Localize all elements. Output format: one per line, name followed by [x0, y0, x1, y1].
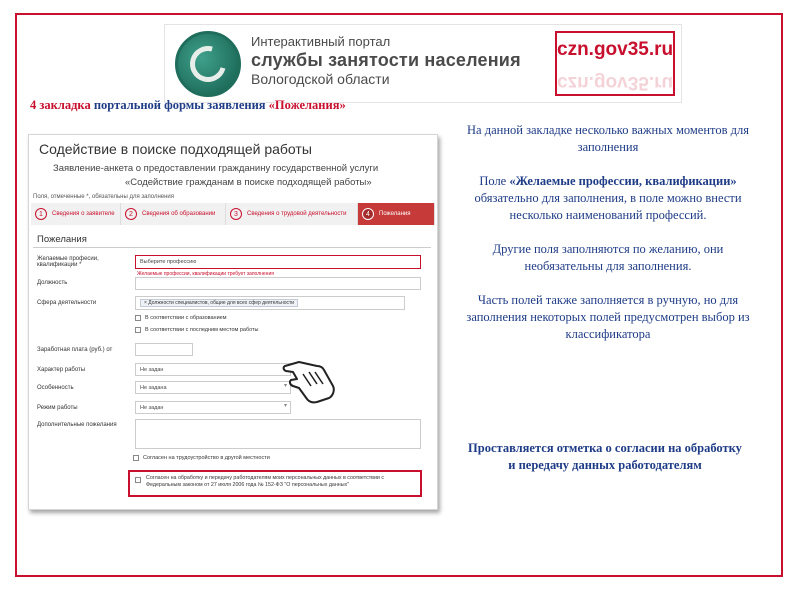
consent-text: Согласен на обработку и передачу работодателям моих персональных данных в соответствии с Федеральным законом от 27 июля 2006 года № 152-ФЗ "О персональных данных": [146, 475, 384, 489]
banner-text: [251, 35, 521, 87]
checkbox-icon[interactable]: [135, 315, 141, 321]
required-note: Поля, отмеченные *, обязательны для заполнения: [33, 194, 175, 200]
feature-select[interactable]: Не задана ▾: [135, 381, 291, 394]
step-label: Сведения об образовании: [142, 211, 216, 217]
checkbox-label: В соответствии с образованием: [145, 315, 227, 321]
explanation-text: [452, 122, 764, 343]
checkbox-icon[interactable]: [135, 327, 141, 333]
step-wishes[interactable]: [358, 203, 435, 225]
step-number: 4: [362, 208, 374, 220]
form-subtitle-1: Заявление-анкета о предоставлении гражданину государственной услуги: [53, 163, 379, 174]
step-label: Сведения о трудовой деятельности: [247, 211, 347, 217]
salary-label: Заработная плата (руб.) от: [37, 347, 113, 353]
banner-line-3: Вологодской области: [251, 70, 390, 87]
consent-note: Проставляется отметка о согласии на обработку и передачу данных работодателям: [468, 441, 742, 472]
sphere-chip[interactable]: × Должности специалистов, общие для всех сфер деятельности: [140, 299, 298, 307]
checkbox-education[interactable]: [135, 315, 227, 321]
position-input[interactable]: [135, 277, 421, 290]
explain-p2-suffix: обязательно для заполнения, в поле можно внести несколько наименований профессий.: [474, 191, 742, 222]
mode-label: Режим работы: [37, 405, 78, 411]
work-type-label: Характер работы: [37, 367, 86, 373]
step-applicant[interactable]: [31, 203, 121, 225]
profession-label: Желаемые професии, квалификации *: [37, 256, 99, 268]
step-number: 3: [230, 208, 242, 220]
site-box: [555, 31, 675, 96]
feature-label: Особенность: [37, 385, 74, 391]
portal-logo-icon: [175, 31, 241, 97]
step-work-history[interactable]: [226, 203, 358, 225]
checkbox-label: Согласен на трудоустройство в другой местности: [143, 455, 270, 461]
explain-p2: [452, 173, 764, 224]
explain-p2-prefix: Поле: [479, 174, 510, 188]
step-education[interactable]: [121, 203, 226, 225]
site-url: czn.gov35.ru: [557, 39, 674, 60]
work-type-select[interactable]: Не задан ▾: [135, 363, 291, 376]
banner-line-2: службы занятости населения: [251, 49, 521, 70]
salary-input[interactable]: [135, 343, 193, 356]
sphere-input[interactable]: [135, 296, 405, 310]
mode-select[interactable]: Не задан ▾: [135, 401, 291, 414]
form-screenshot: [28, 134, 438, 510]
section-divider: [33, 247, 431, 248]
form-steps: [31, 203, 435, 225]
checkbox-icon[interactable]: [133, 455, 139, 461]
slide-heading: [30, 98, 346, 113]
heading-text: портальной формы заявления: [93, 98, 266, 112]
pointing-hand-icon: [281, 352, 337, 406]
explain-p2-field: «Желаемые профессии, квалификации»: [509, 174, 737, 188]
extra-textarea[interactable]: [135, 419, 421, 449]
position-label: Должность: [37, 280, 68, 286]
banner-line-1: Интерактивный портал: [251, 34, 391, 49]
checkbox-icon[interactable]: [135, 477, 141, 483]
extra-label: Дополнительные пожелания: [37, 422, 117, 428]
explain-p3: Другие поля заполняются по желанию, они необязательны для заполнения.: [492, 242, 724, 273]
step-label: Пожелания: [379, 211, 411, 217]
heading-tab-number: 4 закладка: [30, 98, 91, 112]
step-number: 2: [125, 208, 137, 220]
profession-input[interactable]: Выберите профессию: [135, 255, 421, 269]
step-label: Сведения о заявителе: [52, 211, 115, 217]
step-number: 1: [35, 208, 47, 220]
portal-banner: [165, 25, 681, 102]
checkbox-relocation[interactable]: [133, 455, 270, 461]
checkbox-label: В соответствии с последним местом работы: [145, 327, 259, 333]
profession-error: Желаемые профессии, квалификации требует заполнения: [137, 271, 274, 277]
consent-checkbox[interactable]: [128, 470, 422, 497]
explain-p1: На данной закладке несколько важных моментов для заполнения: [467, 123, 749, 154]
form-subtitle-2: «Содействие гражданам в поиске подходящей работы»: [125, 177, 372, 188]
sphere-label: Сфера деятельности: [37, 300, 97, 306]
checkbox-last-job[interactable]: [135, 327, 259, 333]
section-title: Пожелания: [37, 234, 87, 245]
heading-tab-name: «Пожелания»: [268, 98, 346, 112]
site-url-reflection: czn.gov35.ru: [557, 72, 674, 93]
form-title: Содействие в поиске подходящей работы: [39, 141, 312, 157]
explain-p4: Часть полей также заполняется в ручную, но для заполнения некоторых полей предусмотрен выбор из классификатора: [466, 293, 750, 341]
